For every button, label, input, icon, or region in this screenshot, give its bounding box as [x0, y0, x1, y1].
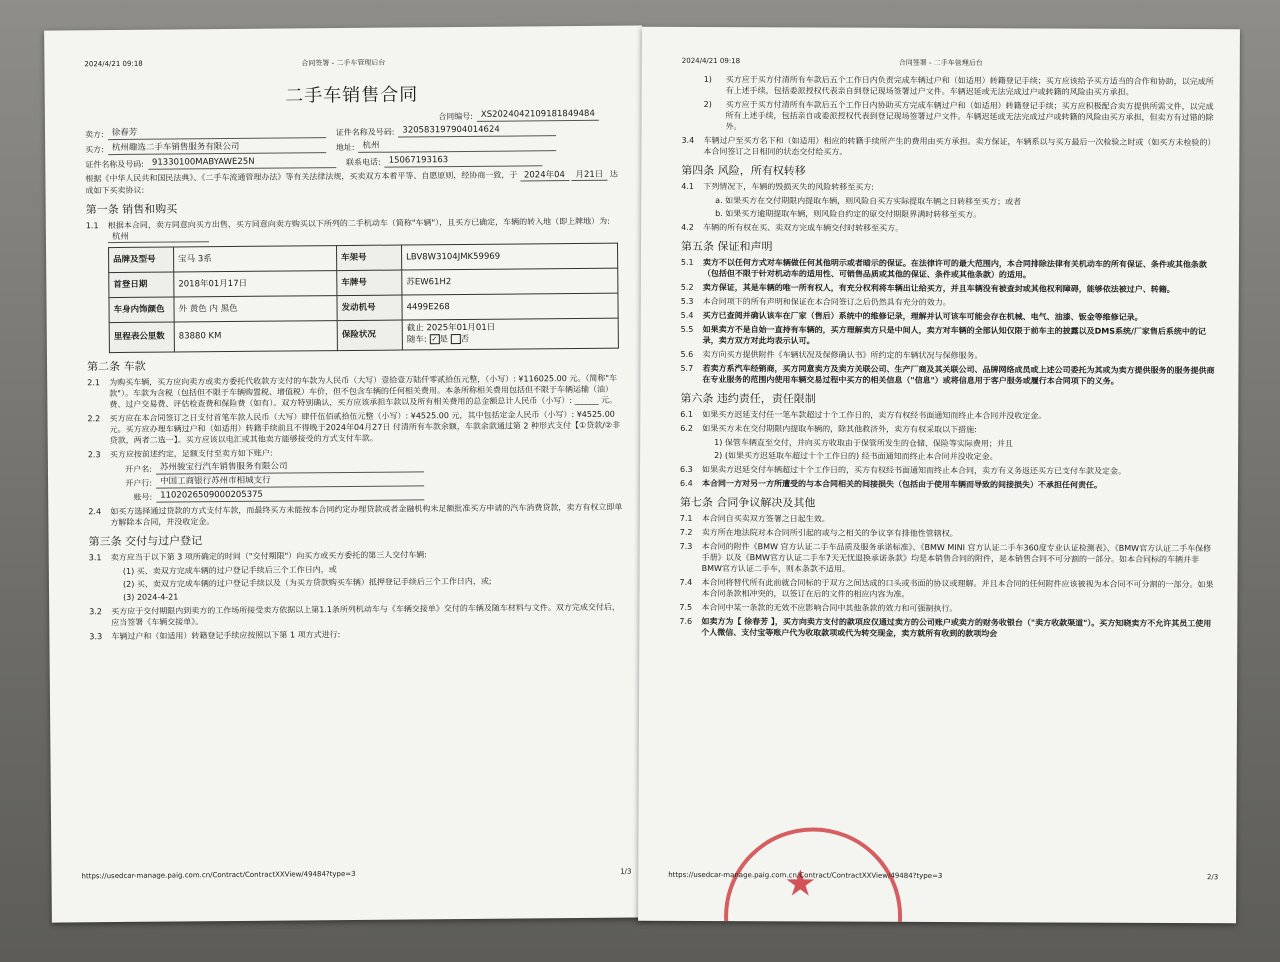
clause-4-1-a: a. 如果买方在交付期限内提取车辆，则风险自买方实际提取车辆之日转移至买方；或者 [715, 196, 1022, 207]
clause-number: 2.3 [87, 449, 101, 459]
clause-3-3-option-1 [704, 74, 1216, 98]
clause-number: 1.1 [85, 221, 99, 231]
clause-3-2 [89, 601, 623, 628]
clause-5-5 [681, 324, 1215, 348]
insurance-header: 保险状况 [337, 320, 402, 350]
header-date: 2024/4/21 09:18 [84, 59, 143, 69]
clause-text: 如卖方为【 徐春芳 】，买方向卖方支付的款项应仅通过卖方的公司账户或卖方的财务收银台（"卖方收款渠道"）。买方知晓卖方不允许其员工使用个人微信、支付宝等账户代为收取款项或代为转交现金，卖方就所有收到的款项均会 [701, 616, 1212, 639]
intro-date-2: 月21日 [571, 170, 607, 181]
brand-header: 品牌及型号 [109, 247, 174, 273]
clause-text: 买方已查阅并确认该车在厂家（售后）系统中的维修记录，理解并认可该车可能会存在机械、电气、油漆、钣金等维修记录。 [702, 310, 1143, 322]
section-1-title: 第一条 销售和购买 [85, 202, 178, 217]
clause-6-2-b: 2) (如果买方迟延取车超过十个工作日的) 经书面通知而终止本合同并没收定金。 [714, 451, 998, 462]
clause-6-4 [680, 478, 1214, 491]
clause-text: 本合同将替代所有此前就合同标的于双方之间达成的口头或书面的协议或理解。并且本合同的任何附件应该被视为本合同不可分割的一部分。如果本合同条款相冲突的，以签订在后的文件的相应内容为准。 [701, 577, 1214, 599]
clause-number: 7.5 [679, 602, 693, 612]
clause-5-6 [680, 349, 1214, 362]
page-header [44, 55, 642, 70]
intro-end: 达成如下买卖协议: [85, 169, 618, 196]
clause-number: 7.2 [679, 527, 693, 537]
clause-7-2 [680, 527, 1214, 540]
clause-text: 如果卖方不是自始一直持有车辆的，买方理解卖方只是中间人，卖方对车辆的全部认知仅限于前车主的披露以及DMS系统/厂家售后系统中的记录，卖方双方对此均表示认可。 [702, 324, 1206, 346]
clause-6-2-a: 1) 保管车辆直至交付，并向买方收取由于保管所发生的仓储、保险等实际费用；并且 [714, 438, 1013, 449]
clause-2-2 [87, 408, 621, 446]
clause-text: 本合同中某一条款的无效不应影响合同中其他条款的效力和可强制执行。 [701, 602, 958, 614]
clause-number: 2.2 [87, 413, 101, 423]
clause-6-1 [680, 409, 1214, 422]
header-title: 合同签署 - 二手车管理后台 [898, 58, 983, 68]
section-6-title: 第六条 违约责任，责任限制 [680, 391, 816, 406]
clause-3-1-option-1: (1) 买、卖双方完成车辆的过户登记手续后三个工作日内，或 [122, 564, 337, 576]
party-a-name: 徐春芳 [108, 126, 326, 140]
account-bank: 中国工商银行苏州市相城支行 [156, 474, 424, 488]
party-b-label: 买方: [85, 145, 104, 155]
clause-text: 车辆的所有权在买、卖双方完成车辆交付时转移至买方。 [703, 222, 904, 233]
clause-3-4 [681, 135, 1215, 159]
clause-text: 车辆过户和（如适用）转籍登记手续应按照以下第 1 项方式进行: [111, 629, 341, 641]
clause-5-4 [681, 310, 1215, 323]
clause-1-1 [86, 216, 620, 244]
clause-text: 车辆过户至买方名下和（如适用）相应的转籍手续所产生的费用由买方承担。卖方保证，车辆系以与买方最后一次检验之时或（如买方未检验的）本合同签订之日相同的状态交付给买方。 [703, 135, 1216, 157]
clause-number: 3.4 [681, 135, 695, 145]
clause-text: 买方应在本合同签订之日支付首笔车款人民币（大写）肆仟伍佰贰拾伍元整（小写）: ¥4525.00 元，其中包括定金人民币（小写）: ¥4525.00 元。买方应办理车辆过户和（如适用）转籍手续前且不得晚于2024年04月27日 付清所有车款余额，车款余款通过第 2 种形式支付【①贷款/②非贷款，两者二选一】。买方应该以电汇或其他卖方能够接受的方式支付车款。 [109, 409, 621, 445]
vin-header: 车架号 [337, 245, 402, 271]
intro-date-1: 2024年04 [520, 170, 569, 181]
unchecked-box-icon [451, 334, 461, 344]
contract-page-2 [638, 27, 1240, 924]
party-a-label: 卖方: [84, 130, 104, 140]
clause-number: 6.1 [680, 409, 694, 419]
clause-text: 买方应于买方付清所有车款后五个工作日内负责完成车辆过户和（如适用）转籍登记手续；买方应该给予买方适当的合作和协助，以完成所有上述手续，包括委派授权代表亲自到登记现场签署过户文件。车辆迟延或无法完成过户或转籍的风险由买方承担。 [725, 75, 1214, 97]
mileage-value: 83880 KM [174, 321, 337, 352]
clause-6-3 [680, 464, 1214, 477]
credit-code: 91330100MABYAWE25N [148, 156, 336, 170]
account-number-row [110, 486, 622, 502]
clause-text: 若卖方系汽车经销商，买方同意卖方及卖方关联公司、生产厂商及其关联公司、品牌网络成员或上述公司委托为其或为卖方提供服务的服务提供商在专业服务的范围内使用车辆交易过程中买方的相关信息（"信息"）或将信息用于客户服务或履行本合同项下的义务。 [702, 363, 1215, 386]
clause-4-1 [681, 181, 1215, 194]
clause-text: 本合同一方对另一方所遭受的与本合同相关的间接损失（包括由于使用车辆而导致的间接损失）不承担任何责任。 [701, 478, 1102, 490]
clause-text: 卖方应当于以下第 3 项所确定的时间（"交付期限"）向买方或买方委托的第三人交付车辆: [110, 549, 427, 562]
account-number: 1102026509000205375 [156, 488, 424, 502]
clause-4-2 [681, 222, 1215, 235]
clause-text: 卖方所在地法院对本合同所引起的或与之相关的争议享有排他性管辖权。 [701, 527, 958, 539]
phone-value: 15067193163 [385, 154, 543, 167]
clause-3-3-option-2 [703, 99, 1215, 134]
footer-url: https://usedcar-manage.paig.com.cn/Contract/ContractXXView/49484?type=3 [81, 869, 356, 881]
yes-label: 是 [439, 334, 448, 345]
page-footer [51, 867, 649, 881]
contract-no-label: 合同编号: [438, 111, 473, 122]
clause-text: 本合同的附件《BMW 官方认证二手车品质及服务承诺标准》、《BMW MINI 官方认证二手车360度专业认证检测表》、《BMW官方认证二手车保修手册》以及《BMW官方认证二手车7天无忧退换承诺条款》均是本销售合同的附件，是本销售合同不可分割的一部分。如本合同标的车辆并非BMW官方认证二手车，则本条款不适用。 [701, 541, 1212, 574]
clause-number: 7.3 [679, 541, 693, 551]
clause-5-3 [681, 296, 1215, 309]
header-title: 合同签署 - 二手车管理后台 [301, 58, 386, 68]
account-bank-label: 开户行: [125, 478, 153, 488]
page-header [642, 57, 1240, 70]
reg-date-header: 首登日期 [109, 272, 174, 298]
clause-2-4 [88, 501, 622, 528]
party-b-name: 杭州趣选二手车销售服务有限公司 [108, 141, 326, 155]
reg-date-value: 2018年01月17日 [174, 271, 337, 297]
clause-text: 本合同自买卖双方签署之日起生效。 [701, 513, 830, 524]
clause-number: 3.1 [88, 552, 102, 562]
clause-number: 5.4 [680, 310, 694, 320]
plate-header: 车牌号 [337, 270, 402, 296]
insurance-expiry: 截止 2025年01月01日 [406, 322, 496, 334]
clause-number: 5.5 [680, 324, 694, 334]
contract-no: XS2024042109181849484 [477, 109, 599, 122]
clause-number: 4.1 [681, 181, 695, 191]
intro-text: 根据《中华人民共和国民法典》、《二手车流通管理办法》等有关法律法规，买卖双方本着平等、自愿原则，经协商一致，于 [85, 170, 518, 184]
account-name: 苏州骏宝行汽车销售服务有限公司 [156, 460, 424, 474]
seal-star-icon: ★ [784, 863, 817, 905]
contract-page-1 [44, 25, 650, 922]
clause-number: 6.4 [679, 478, 693, 488]
brand-value: 宝马 3系 [174, 246, 337, 272]
color-value: 外 黄色 内 黑色 [174, 296, 337, 322]
clause-number: 7.1 [679, 513, 693, 523]
footer-url: https://usedcar-manage.paig.com.cn/Contract/ContractXXView/49484?type=3 [668, 870, 943, 881]
clause-number: 6.2 [680, 423, 693, 433]
engine-value: 4499E268 [402, 293, 618, 320]
section-2-title: 第二条 车款 [86, 359, 146, 373]
section-4-title: 第四条 风险，所有权转移 [681, 163, 806, 178]
id-value: 320583197904014624 [398, 124, 556, 137]
clause-7-6 [679, 616, 1213, 640]
footer-page-number: 2/3 [1206, 873, 1219, 882]
transfer-city: 杭州 [108, 231, 209, 243]
clause-number: 5.3 [680, 296, 694, 306]
clause-text: 如果买方未在交付期限内提取车辆的，除其他救济外，卖方有权采取以下措施: [702, 423, 977, 435]
clause-text: 买方应按前述约定，足额支付至卖方如下账户: [109, 448, 273, 459]
clause-text: 如果买方迟延支付任一笔车款超过十个工作日的，卖方有权经书面通知而终止本合同并没收定金。 [702, 409, 1047, 421]
phone-label: 联系电话: [345, 157, 381, 167]
plate-value: 苏EW61H2 [402, 268, 618, 295]
address-value: 杭州 [358, 139, 556, 153]
clause-text: 卖方保证，其是车辆的唯一所有权人，有充分权利将车辆出让给买方，并且车辆没有被查封或其他权利障碍，能够依法被过户、转籍。 [702, 282, 1175, 295]
clause-text: 卖方不以任何方式对车辆做任何其他明示或者暗示的保证。在法律许可的最大范围内，本合同排除法律有关机动车的所有保证、条件或其他条款（包括但不限于针对机动车的适用性、可销售品质或其他的保证、条件或其他条款）的适用。 [702, 257, 1207, 280]
id-label: 证件名称及号码: [335, 127, 395, 138]
clause-number: 5.7 [680, 363, 694, 373]
clause-number: 3.3 [89, 631, 103, 641]
engine-header: 发动机号 [337, 295, 402, 321]
clause-7-5 [679, 602, 1213, 615]
clause-6-2 [680, 423, 1214, 436]
clause-4-1-b: b. 如果买方逾期提取车辆，则风险自约定的原交付期限界满时转移至买方。 [715, 209, 982, 220]
clause-number: 2) [703, 99, 712, 110]
clause-7-1 [680, 513, 1214, 526]
account-number-label: 账号: [133, 492, 153, 502]
clause-3-3 [89, 626, 623, 642]
credit-label: 证件名称及号码: [85, 159, 145, 170]
clause-number: 5.6 [680, 349, 694, 359]
clause-text: 根据本合同，卖方同意向买方出售、买方同意向卖方购买以下所列的二手机动车（简称"车辆"），且买方已确定，车辆的转入地（即上牌地）为: [107, 216, 610, 231]
section-7-title: 第七条 合同争议解决及其他 [679, 495, 816, 510]
clause-3-1 [89, 547, 623, 563]
clause-number: 2.1 [87, 377, 100, 387]
clause-text: 如果卖方迟延交付车辆超过十个工作日的，买方有权经书面通知而终止本合同，卖方有义务返还买方已支付车款及定金。 [702, 464, 1127, 476]
clause-5-7 [680, 363, 1214, 387]
clause-number: 6.3 [680, 464, 693, 474]
clause-text: 卖方向买方提供附件《车辆状况及保修确认书》所约定的车辆状况与保修服务。 [702, 349, 983, 361]
clause-5-2 [681, 282, 1215, 295]
header-date: 2024/4/21 09:18 [681, 56, 741, 66]
clause-text: 买方应于交付期限内到卖方的工作场所接受卖方依据以上第1.1条所列机动车与《车辆交接单》交付的车辆及随车材料与文件。双方完成交付后，应当签署《车辆交接单》。 [111, 602, 620, 627]
clause-3-1-option-2: (2) 买、卖双方完成车辆的过户登记手续以及（为买方贷款购买车辆）抵押登记手续后三个工作日内，或; [122, 576, 492, 589]
clause-number: 3.2 [89, 606, 102, 616]
insurance-with-car: 随车: [406, 334, 427, 345]
clause-number: 4.2 [681, 222, 694, 232]
color-header: 车身内饰颜色 [109, 297, 174, 323]
clause-7-3 [680, 541, 1214, 576]
clause-number: 1) [703, 74, 712, 85]
vehicle-table [108, 243, 619, 353]
mileage-header: 里程表公里数 [109, 322, 174, 352]
clause-number: 5.1 [680, 257, 694, 267]
clause-text: 下列情况下，车辆的毁损灭失的风险转移至买方: [703, 181, 874, 192]
footer-page-number: 1/3 [620, 867, 632, 876]
intro-paragraph [85, 169, 619, 197]
clause-7-4 [679, 577, 1213, 601]
account-name-label: 开户名: [125, 464, 152, 474]
clause-text: 买方应于买方付清所有车款后五个工作日内协助买方完成车辆过户和（如适用）转籍登记手续；买方应积极配合卖方提供所需文件，以完成所有上述手续，包括亲自或委派授权代表到登记现场签署过户文件。车辆迟延或无法完成过户或转籍的风险由买方承担，但卖方有过错的除外。 [725, 100, 1214, 132]
clause-text: 为购买车辆，买方应向卖方或卖方委托代收款方支付的车款为人民币（大写）壹拾壹万陆仟零贰拾伍元整，（小写）: ¥116025.00 元。（简称"车款"）。车款为含税（包括但不限于车辆购置税、增值税）车价，但不包含车辆的任何相关费用。本条所称相关费用包括但不限于车辆运输（油）费、过户交易费、评估检查费和保险费（如有）。双方特别确认，买方应该承担车款以及所有相关费用的总金额总计人民币（小写）: ______ 元。 [109, 373, 618, 409]
no-label: 否 [460, 334, 470, 345]
section-5-title: 第五条 保证和声明 [680, 239, 773, 254]
contract-title: 二手车销售合同 [285, 84, 419, 107]
vin-value: LBV8W3104JMK59969 [402, 243, 618, 270]
section-3-title: 第三条 交付与过户登记 [88, 533, 203, 548]
clause-2-1 [87, 372, 621, 410]
checked-box-icon: ✓ [429, 334, 439, 344]
address-label: 地址: [335, 142, 355, 153]
insurance-value [402, 318, 618, 349]
clause-number: 7.4 [679, 577, 693, 587]
clause-text: 如买方选择通过贷款的方式支付车款，而最终买方未能按本合同约定办理贷款或者金融机构未足额批准买方申请的汽车消费贷款，卖方有权立即单方解除本合同，并没收定金。 [110, 502, 623, 527]
clause-text: 本合同项下的所有声明和保证在本合同签订之后仍然具有充分的效力。 [702, 296, 951, 308]
clause-number: 7.6 [679, 616, 693, 626]
clause-5-1 [681, 257, 1215, 281]
clause-number: 2.4 [88, 506, 102, 516]
clause-number: 5.2 [680, 282, 694, 292]
page-footer [638, 870, 1236, 882]
clause-2-3 [88, 444, 622, 460]
clause-3-1-option-3: (3) 2024-4-21 [123, 591, 179, 602]
